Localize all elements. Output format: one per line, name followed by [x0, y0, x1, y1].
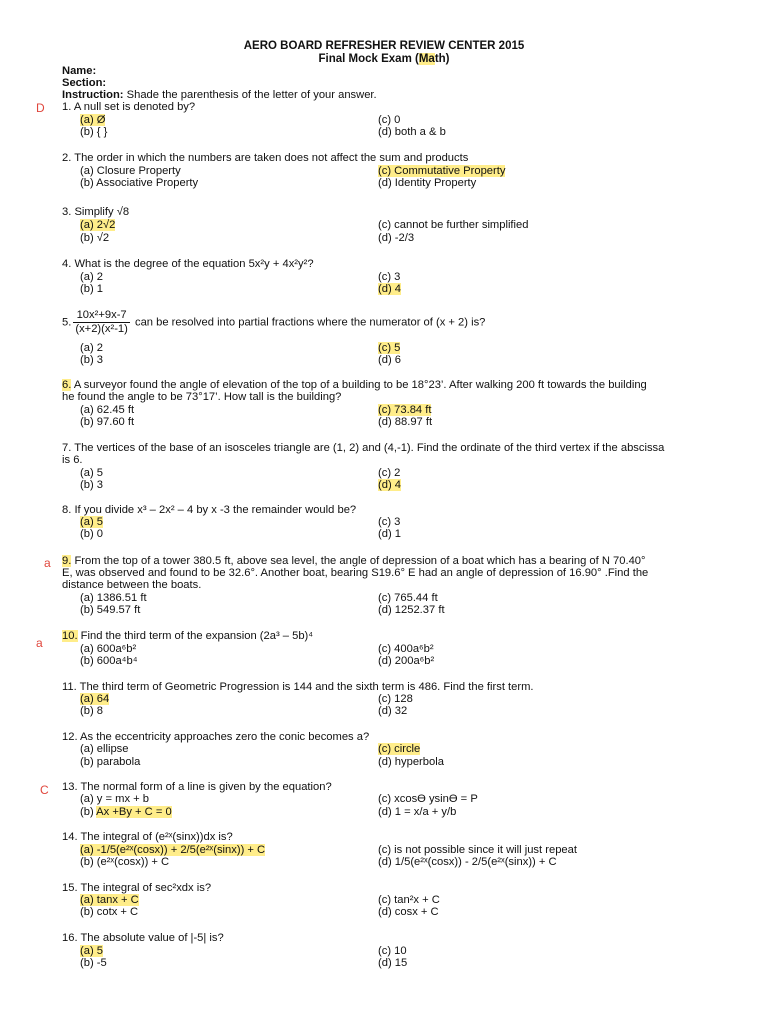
q9-option-a[interactable]: (a) 1386.51 ft [80, 592, 147, 604]
q1-option-b[interactable]: (b) { } [80, 126, 108, 138]
q6-option-a[interactable]: (a) 62.45 ft [80, 404, 135, 416]
q3-option-c[interactable]: (c) cannot be further simplified [378, 219, 529, 231]
q10-option-a[interactable]: (a) 600a⁶b² [80, 643, 137, 655]
q15-option-c[interactable]: (c) tan²x + C [378, 894, 440, 906]
q10-option-b[interactable]: (b) 600a⁴b⁴ [80, 655, 138, 667]
q3-option-a[interactable]: (a) 2√2 [80, 219, 116, 231]
q12-option-a[interactable]: (a) ellipse [80, 743, 129, 755]
q8-option-a[interactable]: (a) 5 [80, 516, 104, 528]
q3-option-d[interactable]: (d) -2/3 [378, 232, 415, 244]
q12-option-d[interactable]: (d) hyperbola [378, 756, 444, 768]
question-6-cont: he found the angle to be 73°17’. How tall is the building? [62, 391, 342, 403]
q1-option-a[interactable]: (a) Ø [80, 114, 106, 126]
q15-option-d[interactable]: (d) cosx + C [378, 906, 439, 918]
question-10: 10. Find the third term of the expansion (2a³ – 5b)⁴ [62, 630, 314, 642]
q12-option-b[interactable]: (b) parabola [80, 756, 141, 768]
q5-option-a[interactable]: (a) 2 [80, 342, 104, 354]
q10-option-c[interactable]: (c) 400a⁶b² [378, 643, 434, 655]
q13-option-c[interactable]: (c) xcosϴ ysinϴ = P [378, 793, 478, 805]
margin-mark: C [40, 783, 49, 797]
q9-option-b[interactable]: (b) 549.57 ft [80, 604, 141, 616]
question-5: 5. $\frac{\text{10x²+9x-7}}{\text{(x+2)(x²-1)}}$ can be resolved into partial fractions where the numerator of (x + 2) is? [62, 309, 486, 335]
q6-option-b[interactable]: (b) 97.60 ft [80, 416, 135, 428]
q1-option-c[interactable]: (c) 0 [378, 114, 401, 126]
margin-mark: D [36, 101, 45, 115]
q16-option-c[interactable]: (c) 10 [378, 945, 407, 957]
question-12: 12. As the eccentricity approaches zero the conic becomes a? [62, 731, 370, 743]
q7-option-b[interactable]: (b) 3 [80, 479, 104, 491]
q11-option-a[interactable]: (a) 64 [80, 693, 110, 705]
q7-option-d[interactable]: (d) 4 [378, 479, 402, 491]
q8-option-d[interactable]: (d) 1 [378, 528, 402, 540]
q5-option-d[interactable]: (d) 6 [378, 354, 402, 366]
q6-option-c[interactable]: (c) 73.84 ft [378, 404, 432, 416]
question-14: 14. The integral of (e²ˣ(sinx))dx is? [62, 831, 233, 843]
q5-option-b[interactable]: (b) 3 [80, 354, 104, 366]
q11-option-d[interactable]: (d) 32 [378, 705, 408, 717]
q13-option-b[interactable]: (b) Ax +By + C = 0 [80, 806, 172, 818]
q14-option-a[interactable]: (a) -1/5(e²ˣ(cosx)) + 2/5(e²ˣ(sinx)) + C [80, 844, 266, 856]
q13-option-a[interactable]: (a) y = mx + b [80, 793, 150, 805]
q14-option-c[interactable]: (c) is not possible since it will just repeat [378, 844, 577, 856]
exam-subtitle: Final Mock Exam (Math) [318, 53, 450, 65]
question-13: 13. The normal form of a line is given by the equation? [62, 781, 332, 793]
question-2: 2. The order in which the numbers are taken does not affect the sum and products [62, 152, 469, 164]
exam-title: AERO BOARD REFRESHER REVIEW CENTER 2015 [243, 40, 525, 52]
q13-option-d[interactable]: (d) 1 = x/a + y/b [378, 806, 457, 818]
question-16: 16. The absolute value of |-5| is? [62, 932, 224, 944]
q4-option-a[interactable]: (a) 2 [80, 271, 104, 283]
margin-mark: a [44, 556, 51, 570]
question-11: 11. The third term of Geometric Progression is 144 and the sixth term is 486. Find the first term. [62, 681, 534, 693]
q12-option-c[interactable]: (c) circle [378, 743, 421, 755]
question-9: 9. From the top of a tower 380.5 ft, above sea level, the angle of depression of a boat which has a bearing of N 70.40° [62, 555, 646, 567]
q11-option-c[interactable]: (c) 128 [378, 693, 413, 705]
q6-option-d[interactable]: (d) 88.97 ft [378, 416, 433, 428]
q4-option-d[interactable]: (d) 4 [378, 283, 402, 295]
q2-option-d[interactable]: (d) Identity Property [378, 177, 477, 189]
q5-option-c[interactable]: (c) 5 [378, 342, 401, 354]
question-7: 7. The vertices of the base of an isosceles triangle are (1, 2) and (4,-1). Find the ordinate of the third vertex if the abscissa [62, 442, 665, 454]
q15-option-b[interactable]: (b) cotx + C [80, 906, 139, 918]
q8-option-c[interactable]: (c) 3 [378, 516, 401, 528]
question-15: 15. The integral of sec²xdx is? [62, 882, 212, 894]
q16-option-d[interactable]: (d) 15 [378, 957, 408, 969]
question-4: 4. What is the degree of the equation 5x²y + 4x²y²? [62, 258, 314, 270]
question-9-cont: E, was observed and found to be 32.6°. Another boat, bearing S19.6° E had an angle of depression of 16.90° .Find the [62, 567, 649, 579]
question-6: 6. A surveyor found the angle of elevation of the top of a building to be 18°23’. After walking 200 ft towards the building [62, 379, 647, 391]
q10-option-d[interactable]: (d) 200a⁶b² [378, 655, 435, 667]
margin-mark: a [36, 636, 43, 650]
question-8: 8. If you divide x³ – 2x² – 4 by x -3 the remainder would be? [62, 504, 357, 516]
fraction: $\frac{\text{10x²+9x-7}}{\text{(x+2)(x²-1)}}$ [75, 309, 128, 335]
question-3: 3. Simplify √8 [62, 206, 130, 218]
q9-option-c[interactable]: (c) 765.44 ft [378, 592, 438, 604]
question-7-cont: is 6. [62, 454, 83, 466]
instruction: Instruction: Shade the parenthesis of the letter of your answer. [62, 89, 377, 101]
q1-option-d[interactable]: (d) both a & b [378, 126, 446, 138]
q3-option-b[interactable]: (b) √2 [80, 232, 110, 244]
q7-option-a[interactable]: (a) 5 [80, 467, 104, 479]
section-label: Section: [62, 77, 107, 89]
name-label: Name: [62, 65, 97, 77]
q2-option-a[interactable]: (a) Closure Property [80, 165, 181, 177]
question-1: 1. A null set is denoted by? [62, 101, 196, 113]
question-9-cont: distance between the boats. [62, 579, 202, 591]
q7-option-c[interactable]: (c) 2 [378, 467, 401, 479]
q16-option-a[interactable]: (a) 5 [80, 945, 104, 957]
q4-option-c[interactable]: (c) 3 [378, 271, 401, 283]
q14-option-d[interactable]: (d) 1/5(e²ˣ(cosx)) - 2/5(e²ˣ(sinx)) + C [378, 856, 557, 868]
q4-option-b[interactable]: (b) 1 [80, 283, 104, 295]
q11-option-b[interactable]: (b) 8 [80, 705, 104, 717]
q9-option-d[interactable]: (d) 1252.37 ft [378, 604, 445, 616]
q16-option-b[interactable]: (b) -5 [80, 957, 107, 969]
q14-option-b[interactable]: (b) (e²ˣ(cosx)) + C [80, 856, 170, 868]
q8-option-b[interactable]: (b) 0 [80, 528, 104, 540]
q15-option-a[interactable]: (a) tanx + C [80, 894, 139, 906]
q2-option-b[interactable]: (b) Associative Property [80, 177, 199, 189]
q2-option-c[interactable]: (c) Commutative Property [378, 165, 506, 177]
